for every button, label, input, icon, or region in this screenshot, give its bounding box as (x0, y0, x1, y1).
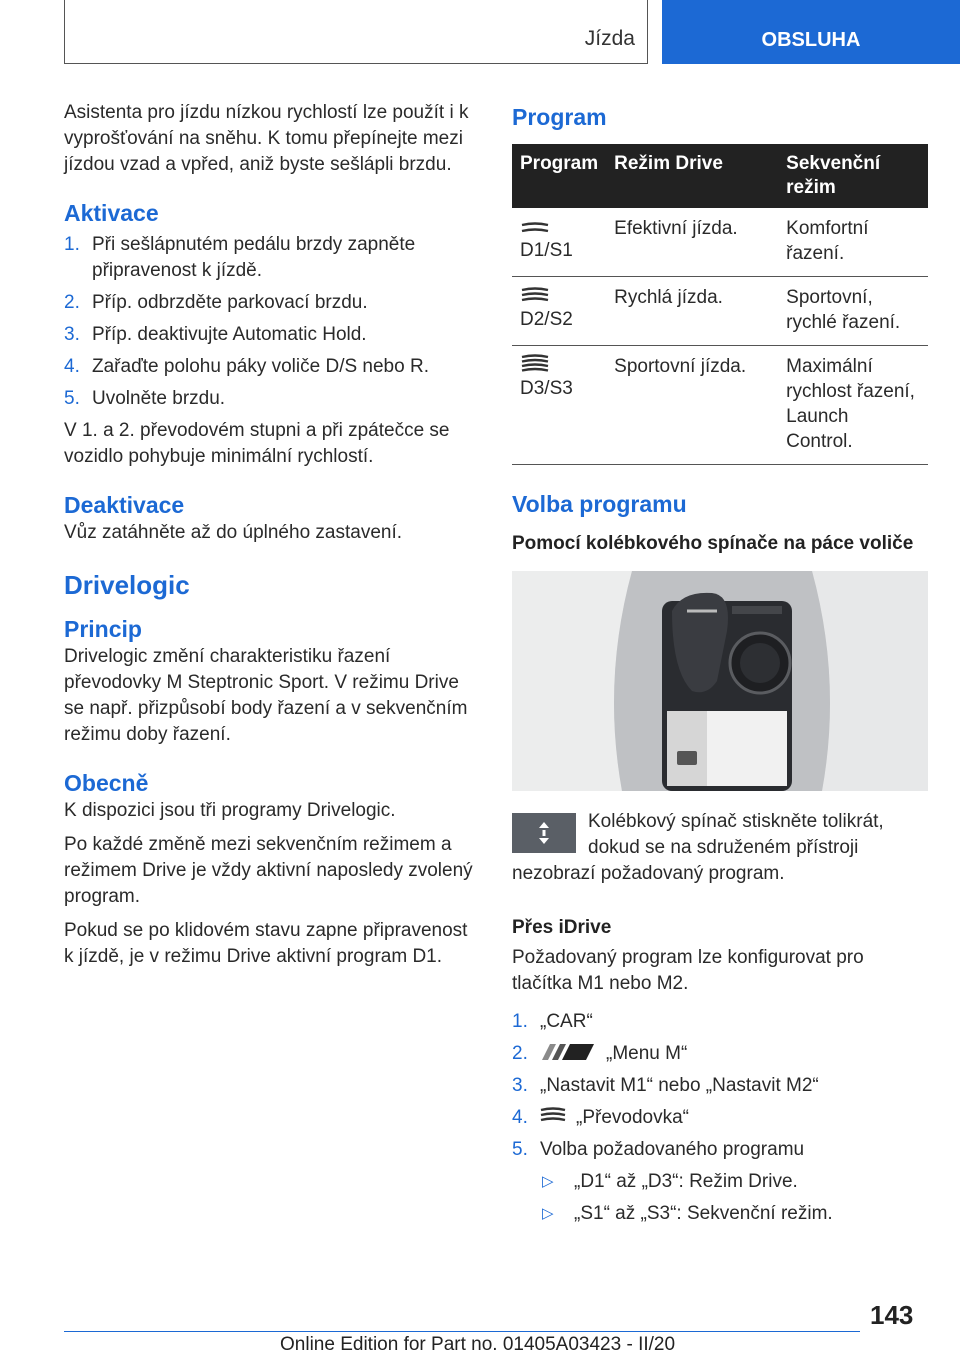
right-column (512, 100, 928, 1233)
list-item: 2. „Menu M“ (512, 1043, 688, 1064)
drive-cell: Rychlá jízda. (606, 277, 778, 346)
program-3-icon (520, 354, 550, 374)
table-row (512, 346, 928, 465)
m-menu-icon (540, 1042, 596, 1062)
activation-steps (64, 232, 476, 412)
col-header-seq: Sekvenční režim (778, 144, 928, 208)
general-text-1: K dispozici jsou tři programy Drivelogic. (64, 800, 396, 821)
seq-cell: Komfortní řazení. (778, 208, 928, 277)
header-frame (64, 0, 648, 64)
program-table (512, 144, 928, 465)
rocker-note-text: Kolébkový spínač stiskněte tolikrát, dokud se na sdruženém přístroji nezobrazí požadovaný program. (512, 811, 884, 884)
page-number: 143 (870, 1300, 914, 1330)
seq-cell: Maximální rychlost řazení, Launch Control. (778, 346, 928, 465)
list-item: ▷ „S1“ až „S3“: Sekvenční režim. (540, 1201, 928, 1227)
program-options (512, 1169, 928, 1227)
list-item: 4. „Převodovka“ (512, 1107, 689, 1128)
general-heading: Obecně (64, 770, 149, 796)
program-2-icon (520, 285, 550, 305)
idrive-text: Požadovaný program lze konfigurovat pro tlačítka M1 nebo M2. (512, 947, 864, 994)
chapter-tab[interactable] (662, 0, 960, 64)
list-item: 3. Příp. deaktivujte Automatic Hold. (64, 324, 367, 345)
triangle-bullet-icon: ▷ (542, 1173, 554, 1190)
list-item: 1. Při sešlápnutém pedálu brzdy zapněte připravenost k jízdě. (64, 234, 416, 281)
col-header-program: Program (512, 144, 606, 208)
footer-divider (64, 1331, 860, 1332)
table-row (512, 277, 928, 346)
activation-heading: Aktivace (64, 200, 159, 226)
program-code: D1/S1 (520, 240, 573, 261)
footer-edition: Online Edition for Part no. 01405A03423 - II/20 (280, 1334, 676, 1355)
principle-heading: Princip (64, 616, 142, 642)
rocker-switch-icon (512, 813, 576, 853)
program-heading: Program (512, 104, 607, 130)
program-code: D2/S2 (520, 309, 573, 330)
rocker-heading: Pomocí kolébkového spínače na páce voliče (512, 533, 914, 554)
chapter-label: OBSLUHA (761, 29, 861, 51)
general-text-2: Po každé změně mezi sekvenčním režimem a režimem Drive je vždy aktivní naposledy zvolený program. (64, 834, 473, 907)
drive-cell: Efektivní jízda. (606, 208, 778, 277)
program-1-icon (520, 216, 550, 236)
program-code: D3/S3 (520, 378, 573, 399)
drive-cell: Sportovní jízda. (606, 346, 778, 465)
list-item: 1. „CAR“ (512, 1011, 593, 1032)
idrive-steps (512, 1009, 928, 1163)
list-item: 5. Volba požadovaného programu (512, 1139, 805, 1160)
table-row (512, 208, 928, 277)
table-header-row (512, 144, 928, 208)
idrive-heading: Přes iDrive (512, 917, 612, 938)
seq-cell: Sportovní, rychlé řazení. (778, 277, 928, 346)
activation-note: V 1. a 2. převodovém stupni a při zpátečce se vozidlo pohybuje minimální rychlostí. (64, 420, 450, 467)
col-header-drive: Režim Drive (606, 144, 778, 208)
left-column (64, 100, 476, 978)
list-item: ▷ „D1“ až „D3“: Režim Drive. (540, 1169, 928, 1195)
principle-text: Drivelogic změní charakteristiku řazení převodovky M Steptronic Sport. V režimu Drive se např. přizpůsobí body řazení a v sekvenčním režimu doby řazení. (64, 646, 468, 745)
gear-selector-photo (512, 571, 928, 791)
deactivation-text: Vůz zatáhněte až do úplného zastavení. (64, 522, 403, 543)
intro-text: Asistenta pro jízdu nízkou rychlostí lze použít i k vyprošťování na sněhu. K tomu přepínejte mezi jízdou vzad a vpřed, aniž byste sešlápli brzdu. (64, 102, 469, 175)
transmission-icon (540, 1106, 566, 1126)
deactivation-heading: Deaktivace (64, 492, 185, 518)
selection-heading: Volba programu (512, 491, 687, 517)
list-item: 5. Uvolněte brzdu. (64, 388, 226, 409)
triangle-bullet-icon: ▷ (542, 1205, 554, 1222)
list-item: 2. Příp. odbrzděte parkovací brzdu. (64, 292, 368, 313)
list-item: 3. „Nastavit M1“ nebo „Nastavit M2“ (512, 1075, 819, 1096)
general-text-3: Pokud se po klidovém stavu zapne připravenost k jízdě, je v režimu Drive aktivní program D1. (64, 920, 468, 967)
rocker-note (512, 809, 928, 887)
drivelogic-heading: Drivelogic (64, 570, 190, 600)
section-title: Jízda (584, 27, 635, 50)
list-item: 4. Zařaďte polohu páky voliče D/S nebo R. (64, 356, 429, 377)
